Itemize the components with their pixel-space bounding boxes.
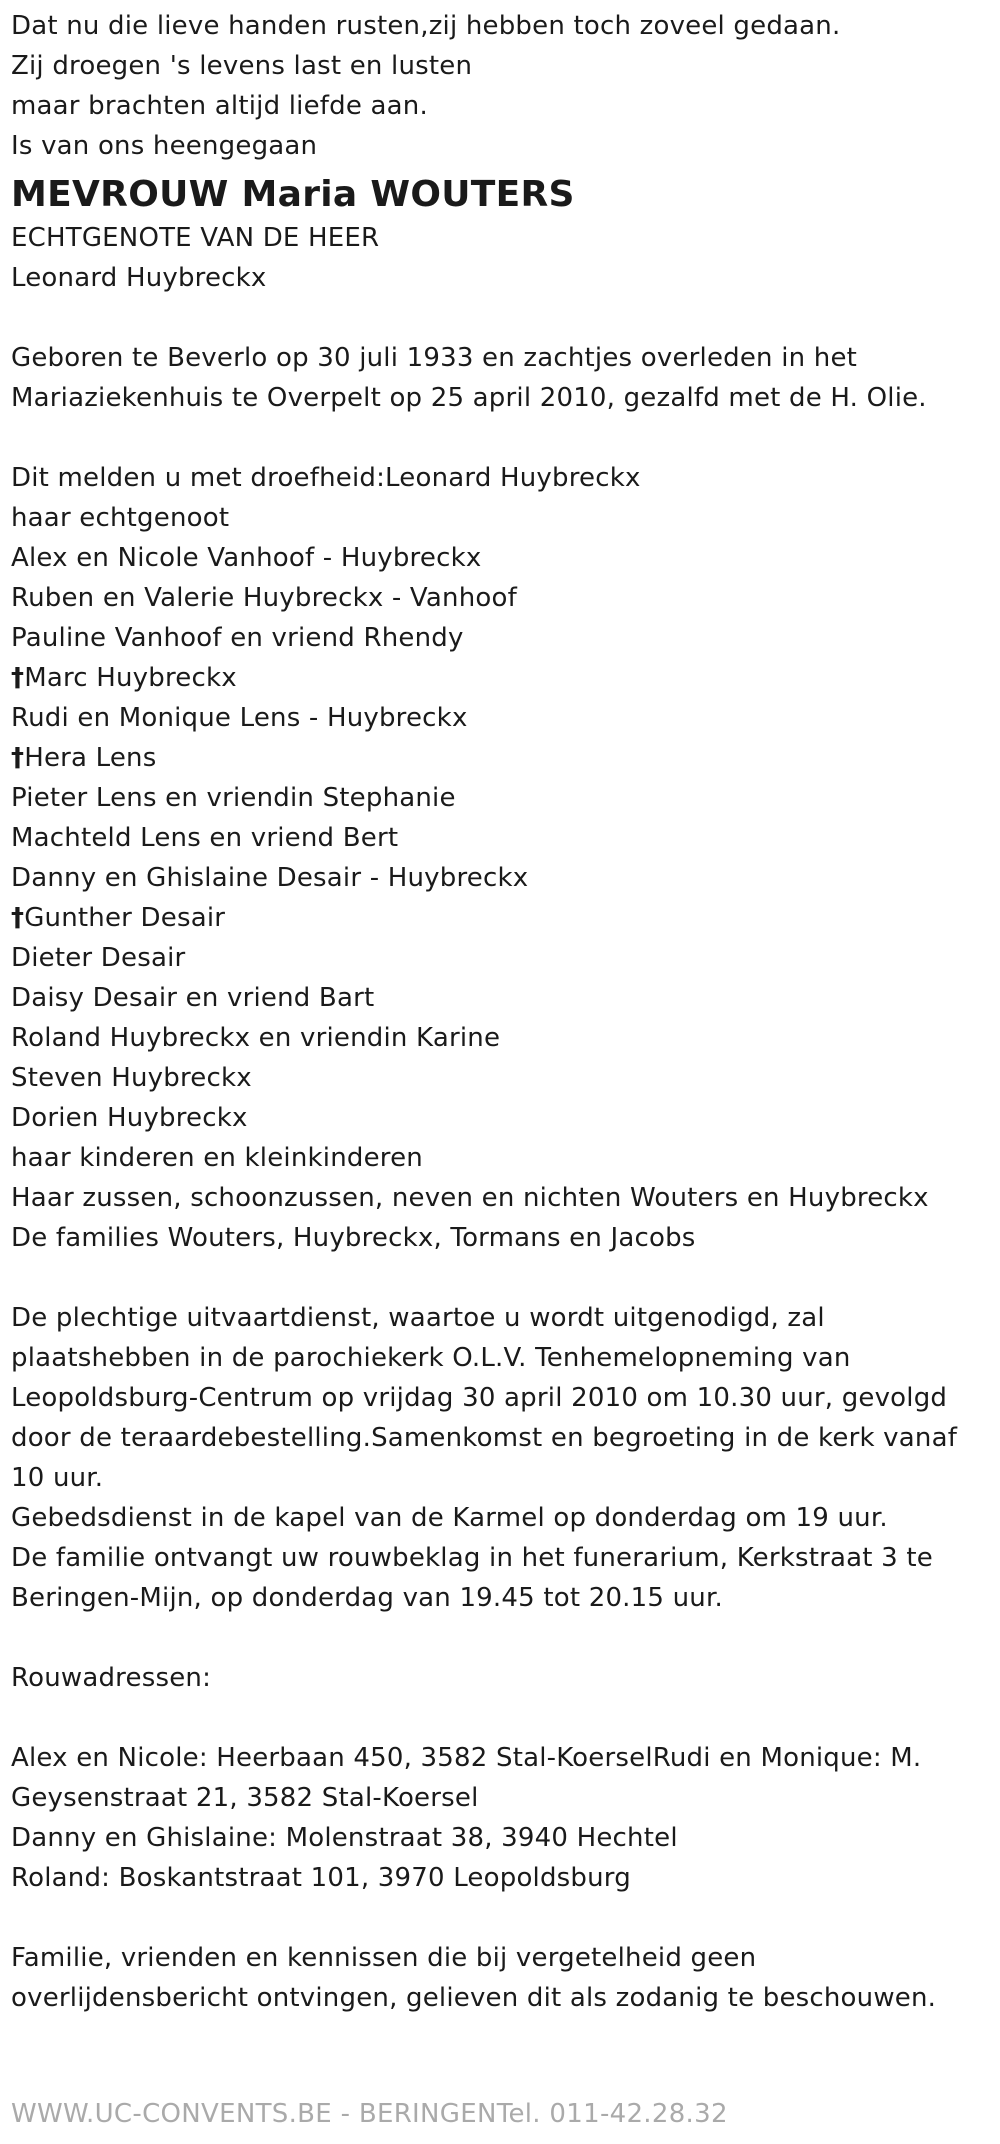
mourner-line: Dit melden u met droefheid:Leonard Huybreckx: [11, 463, 641, 493]
cross-icon: †: [11, 903, 25, 933]
address-line: Alex en Nicole: Heerbaan 450, 3582 Stal-KoerselRudi en Monique: M.: [11, 1743, 922, 1773]
spacer: [11, 298, 990, 338]
spouse-name: Leonard Huybreckx: [11, 263, 267, 293]
service-line: Leopoldsburg-Centrum op vrijdag 30 april 2010 om 10.30 uur, gevolgd: [11, 1383, 948, 1413]
service-line: door de teraardebestelling.Samenkomst en begroeting in de kerk vanaf: [11, 1423, 958, 1453]
spacer: [11, 1898, 990, 1938]
cross-icon: †: [11, 663, 25, 693]
poem-line: Zij droegen 's levens last en lusten: [11, 51, 473, 81]
mourners-list: [11, 458, 990, 1258]
mourner-line: Roland Huybreckx en vriendin Karine: [11, 1023, 501, 1053]
poem-line: Is van ons heengegaan: [11, 131, 318, 161]
service-line: De plechtige uitvaartdienst, waartoe u wordt uitgenodigd, zal: [11, 1303, 825, 1333]
mourner-line: Daisy Desair en vriend Bart: [11, 983, 375, 1013]
mourner-line: Dieter Desair: [11, 943, 186, 973]
mourner-line: Dorien Huybreckx: [11, 1103, 248, 1133]
mourner-line: De families Wouters, Huybreckx, Tormans en Jacobs: [11, 1223, 696, 1253]
deceased-name: MEVROUW Maria WOUTERS: [11, 174, 575, 215]
address-line: Geysenstraat 21, 3582 Stal-Koersel: [11, 1783, 479, 1813]
spacer: [11, 1258, 990, 1298]
service-line: De familie ontvangt uw rouwbeklag in het funerarium, Kerkstraat 3 te: [11, 1543, 933, 1573]
cross-icon: †: [11, 743, 25, 773]
closing-line: Familie, vrienden en kennissen die bij vergetelheid geen: [11, 1943, 757, 1973]
address-line: Danny en Ghislaine: Molenstraat 38, 3940 Hechtel: [11, 1823, 678, 1853]
condolence-addresses: [11, 1738, 990, 1898]
mourner-line: Haar zussen, schoonzussen, neven en nichten Wouters en Huybreckx: [11, 1183, 929, 1213]
mourner-line: †Marc Huybreckx: [11, 663, 237, 693]
birth-death-info: [11, 338, 990, 418]
poem: [11, 6, 990, 166]
service-line: Beringen-Mijn, op donderdag van 19.45 tot 20.15 uur.: [11, 1583, 723, 1613]
mourner-line: haar echtgenoot: [11, 503, 230, 533]
closing-line: overlijdensbericht ontvingen, gelieven dit als zodanig te beschouwen.: [11, 1983, 937, 2013]
mourner-line: Danny en Ghislaine Desair - Huybreckx: [11, 863, 529, 893]
service-line: plaatshebben in de parochiekerk O.L.V. Tenhemelopneming van: [11, 1343, 851, 1373]
mourner-line: Steven Huybreckx: [11, 1063, 252, 1093]
mourner-line: Machteld Lens en vriend Bert: [11, 823, 399, 853]
mourner-line: Rudi en Monique Lens - Huybreckx: [11, 703, 468, 733]
service-line: 10 uur.: [11, 1463, 104, 1493]
mourner-line: haar kinderen en kleinkinderen: [11, 1143, 423, 1173]
address-line: Roland: Boskantstraat 101, 3970 Leopoldsburg: [11, 1863, 631, 1893]
spacer: [11, 418, 990, 458]
spouse-title: ECHTGENOTE VAN DE HEER: [11, 223, 380, 253]
mourner-line: Ruben en Valerie Huybreckx - Vanhoof: [11, 583, 517, 613]
footer-credit: WWW.UC-CONVENTS.BE - BERINGENTel. 011-42.28.32: [11, 2099, 728, 2129]
funeral-service-info: [11, 1298, 990, 1618]
birth-death-line: Mariaziekenhuis te Overpelt op 25 april 2010, gezalfd met de H. Olie.: [11, 383, 927, 413]
poem-line: Dat nu die lieve handen rusten,zij hebben toch zoveel gedaan.: [11, 11, 841, 41]
birth-death-line: Geboren te Beverlo op 30 juli 1933 en zachtjes overleden in het: [11, 343, 858, 373]
mourner-line: †Gunther Desair: [11, 903, 226, 933]
addresses-heading: Rouwadressen:: [11, 1663, 212, 1693]
spacer: [11, 1698, 990, 1738]
service-line: Gebedsdienst in de kapel van de Karmel op donderdag om 19 uur.: [11, 1503, 888, 1533]
poem-line: maar brachten altijd liefde aan.: [11, 91, 428, 121]
mourner-line: †Hera Lens: [11, 743, 157, 773]
mourner-line: Pauline Vanhoof en vriend Rhendy: [11, 623, 464, 653]
closing-note: [11, 1938, 990, 2018]
spacer: [11, 1618, 990, 1658]
mourner-line: Pieter Lens en vriendin Stephanie: [11, 783, 456, 813]
mourner-line: Alex en Nicole Vanhoof - Huybreckx: [11, 543, 482, 573]
